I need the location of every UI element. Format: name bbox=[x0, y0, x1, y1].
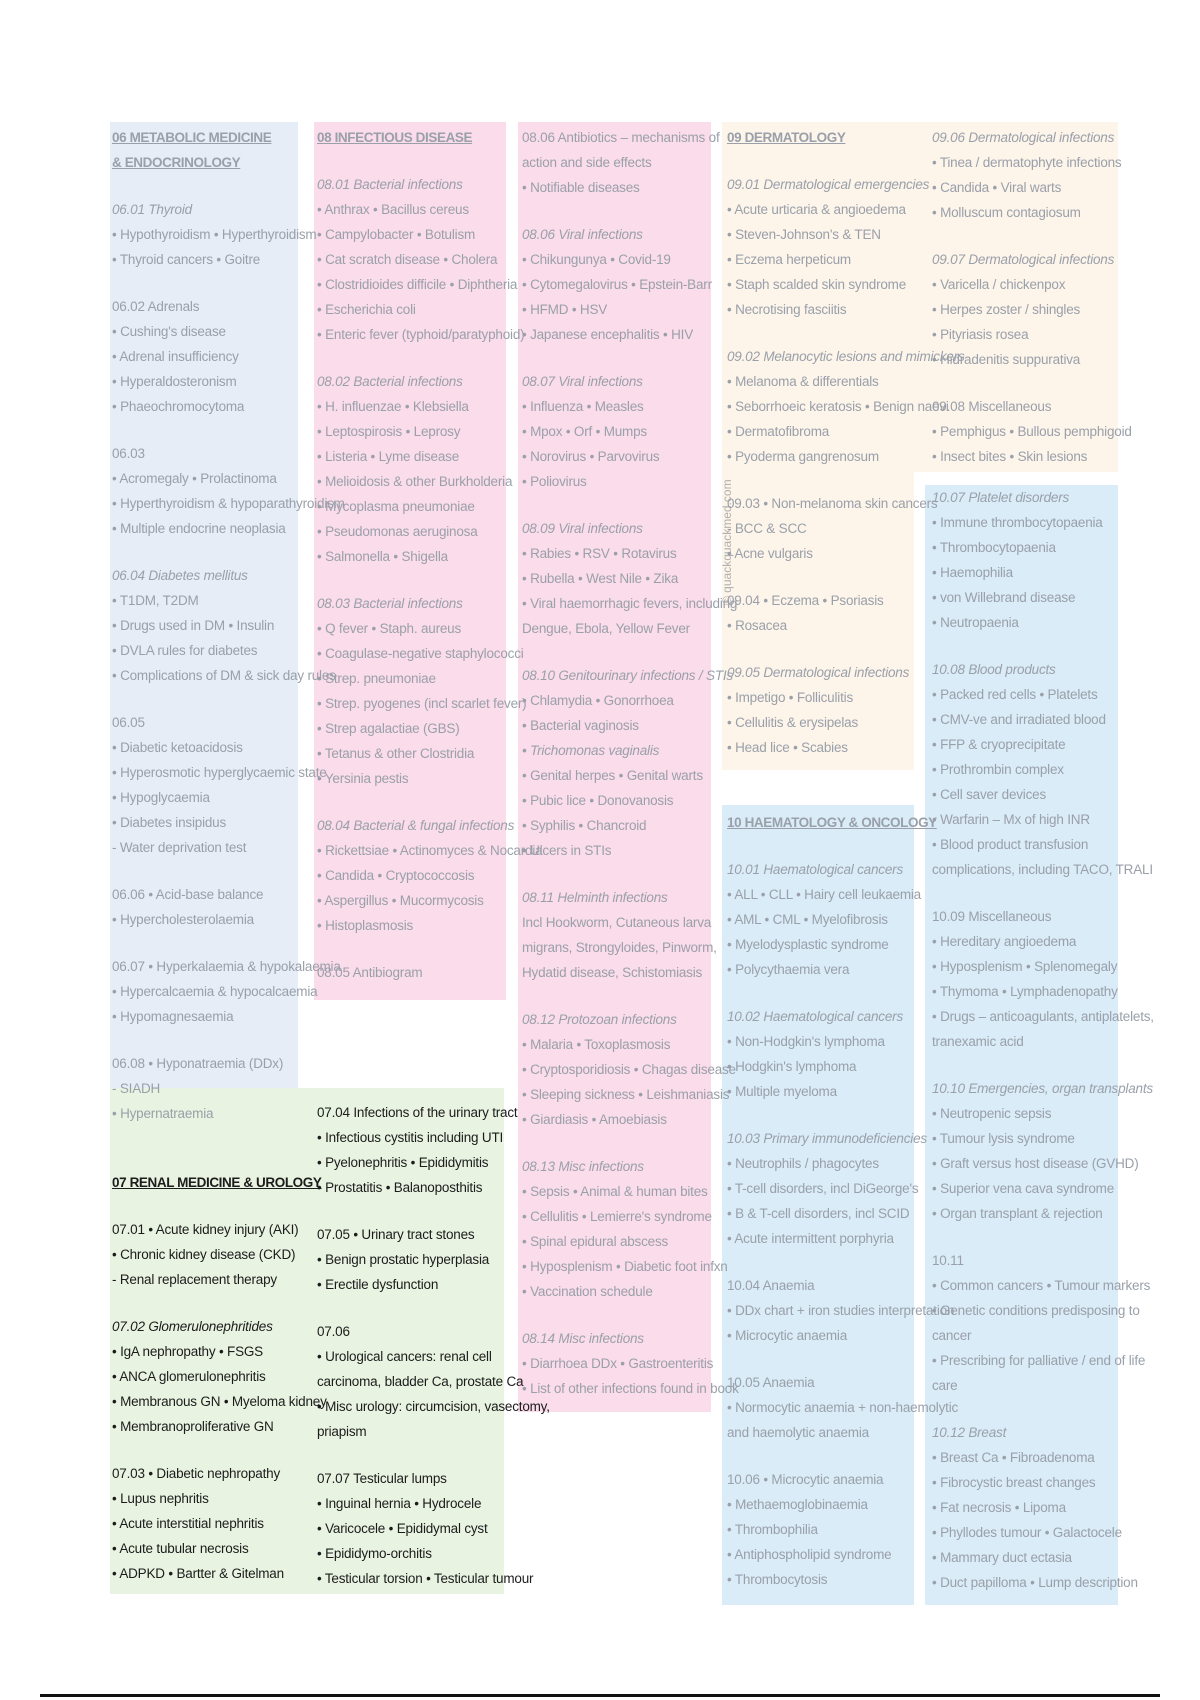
subsection-heading: 10.08 Blood products bbox=[932, 662, 1056, 677]
list-item: • Ulcers in STIs bbox=[522, 843, 612, 858]
haematology-column-2 bbox=[932, 485, 1154, 1595]
list-item: • Multiple endocrine neoplasia bbox=[112, 521, 286, 536]
list-item: • Mpox • Orf • Mumps bbox=[522, 424, 647, 439]
haematology-column bbox=[727, 810, 958, 1592]
list-item: • Escherichia coli bbox=[317, 302, 416, 317]
subsection-heading: 10.02 Haematological cancers bbox=[727, 1009, 904, 1024]
list-item: • Necrotising fasciitis bbox=[727, 302, 847, 317]
list-item: • Superior vena cava syndrome bbox=[932, 1181, 1115, 1196]
list-item: • Complications of DM & sick day rules bbox=[112, 668, 336, 683]
list-item: • Histoplasmosis bbox=[317, 918, 414, 933]
list-item: • Multiple myeloma bbox=[727, 1084, 837, 1099]
list-item: • Candida • Cryptococcosis bbox=[317, 868, 475, 883]
subsection-heading: 09.03 • Non-melanoma skin cancers bbox=[727, 496, 938, 511]
list-item: • T-cell disorders, incl DiGeorge's bbox=[727, 1181, 919, 1196]
subsection-heading: 10.06 • Microcytic anaemia bbox=[727, 1472, 884, 1487]
list-item: 07.01 • Acute kidney injury (AKI) bbox=[112, 1222, 299, 1237]
section-title-dermatology: 09 DERMATOLOGY bbox=[727, 130, 846, 145]
list-item: and haemolytic anaemia bbox=[727, 1425, 869, 1440]
list-item: • Diarrhoea DDx • Gastroenteritis bbox=[522, 1356, 714, 1371]
list-item: • Lupus nephritis bbox=[112, 1491, 209, 1506]
subsection-heading: 06.07 • Hyperkalaemia & hypokalaemia bbox=[112, 959, 341, 974]
list-item: • Chronic kidney disease (CKD) bbox=[112, 1247, 296, 1262]
list-item: • Candida • Viral warts bbox=[932, 180, 1062, 195]
subsection-heading: 10.07 Platelet disorders bbox=[932, 490, 1070, 505]
dermatology-column-2 bbox=[932, 125, 1132, 469]
renal-column-2 bbox=[317, 1100, 550, 1591]
list-item: • Coagulase-negative staphylococci bbox=[317, 646, 524, 661]
list-item: • Pemphigus • Bullous pemphigoid bbox=[932, 424, 1132, 439]
list-item: • Leptospirosis • Leprosy bbox=[317, 424, 461, 439]
list-item: • Thymoma • Lymphadenopathy bbox=[932, 984, 1118, 999]
renal-column bbox=[112, 1170, 327, 1586]
subsection-heading: 08.09 Viral infections bbox=[522, 521, 643, 536]
subsection-heading: 08.01 Bacterial infections bbox=[317, 177, 463, 192]
subsection-heading: 06.08 • Hyponatraemia (DDx) bbox=[112, 1056, 284, 1071]
section-title-metabolic-2: & ENDOCRINOLOGY bbox=[112, 155, 241, 170]
list-item: • Hyposplenism • Splenomegaly bbox=[932, 959, 1118, 974]
list-item: • Pyoderma gangrenosum bbox=[727, 449, 879, 464]
list-item: • Bacterial vaginosis bbox=[522, 718, 639, 733]
list-item: • Insect bites • Skin lesions bbox=[932, 449, 1088, 464]
list-item: • Influenza • Measles bbox=[522, 399, 644, 414]
list-item: • Hypercholesterolaemia bbox=[112, 912, 254, 927]
list-item: - BCC & SCC bbox=[727, 521, 807, 536]
list-item: Dengue, Ebola, Yellow Fever bbox=[522, 621, 690, 636]
list-item: • AML • CML • Myelofibrosis bbox=[727, 912, 888, 927]
list-item: • Malaria • Toxoplasmosis bbox=[522, 1037, 671, 1052]
list-item: care bbox=[932, 1378, 958, 1393]
list-item: complications, including TACO, TRALI bbox=[932, 862, 1153, 877]
list-item: • Hidradenitis suppurativa bbox=[932, 352, 1081, 367]
list-item: • Acute interstitial nephritis bbox=[112, 1516, 264, 1531]
list-item: - Renal replacement therapy bbox=[112, 1272, 277, 1287]
list-item: • Hodgkin's lymphoma bbox=[727, 1059, 857, 1074]
subsection-heading: 06.05 bbox=[112, 715, 145, 730]
list-item: • Membranoproliferative GN bbox=[112, 1419, 274, 1434]
list-item: • Normocytic anaemia + non-haemolytic bbox=[727, 1400, 959, 1415]
list-item: • Packed red cells • Platelets bbox=[932, 687, 1098, 702]
list-item: • Diabetic ketoacidosis bbox=[112, 740, 243, 755]
list-item: • Hypercalcaemia & hypocalcaemia bbox=[112, 984, 318, 999]
subsection-heading: 06.06 • Acid-base balance bbox=[112, 887, 264, 902]
dermatology-column bbox=[727, 125, 965, 760]
list-item: • Melanoma & differentials bbox=[727, 374, 879, 389]
section-title-metabolic: 06 METABOLIC MEDICINE bbox=[112, 130, 272, 145]
list-item: • FFP & cryoprecipitate bbox=[932, 737, 1066, 752]
list-item: • Acute urticaria & angioedema bbox=[727, 202, 906, 217]
list-item: • Hyperthyroidism & hypoparathyroidism bbox=[112, 496, 345, 511]
subsection-heading: 09.06 Dermatological infections bbox=[932, 130, 1115, 145]
list-item: • Sleeping sickness • Leishmaniasis bbox=[522, 1087, 730, 1102]
list-item: • Sepsis • Animal & human bites bbox=[522, 1184, 708, 1199]
list-item: • Vaccination schedule bbox=[522, 1284, 653, 1299]
list-item: • Pseudomonas aeruginosa bbox=[317, 524, 478, 539]
metabolic-column bbox=[112, 125, 345, 1126]
bottom-rule bbox=[40, 1694, 1160, 1697]
section-title-infectious: 08 INFECTIOUS DISEASE bbox=[317, 130, 473, 145]
list-item: • Testicular torsion • Testicular tumour bbox=[317, 1571, 534, 1586]
subsection-heading: 10.03 Primary immunodeficiencies bbox=[727, 1131, 927, 1146]
subsection-heading: 08.07 Viral infections bbox=[522, 374, 643, 389]
list-item: • Melioidosis & other Burkholderia bbox=[317, 474, 513, 489]
list-item: • Inguinal hernia • Hydrocele bbox=[317, 1496, 482, 1511]
list-item: Incl Hookworm, Cutaneous larva bbox=[522, 915, 712, 930]
subsection-heading: 06.04 Diabetes mellitus bbox=[112, 568, 248, 583]
subsection-heading: 10.11 bbox=[932, 1253, 964, 1268]
list-item: • Staph scalded skin syndrome bbox=[727, 277, 907, 292]
list-item: • ANCA glomerulonephritis bbox=[112, 1369, 266, 1384]
list-item: • Hereditary angioedema bbox=[932, 934, 1077, 949]
subsection-heading: 06.03 bbox=[112, 446, 145, 461]
list-item: • Polycythaemia vera bbox=[727, 962, 850, 977]
list-item: • Trichomonas vaginalis bbox=[522, 743, 660, 758]
list-item: • Varicocele • Epididymal cyst bbox=[317, 1521, 488, 1536]
list-item: • Phyllodes tumour • Galactocele bbox=[932, 1525, 1122, 1540]
list-item: • Epididymo-orchitis bbox=[317, 1546, 432, 1561]
list-item: • Thyroid cancers • Goitre bbox=[112, 252, 261, 267]
list-item: • Acute intermittent porphyria bbox=[727, 1231, 894, 1246]
subsection-heading: 08.03 Bacterial infections bbox=[317, 596, 463, 611]
list-item: • Herpes zoster / shingles bbox=[932, 302, 1081, 317]
list-item: • Acromegaly • Prolactinoma bbox=[112, 471, 277, 486]
list-item: • Breast Ca • Fibroadenoma bbox=[932, 1450, 1095, 1465]
list-item: • Drugs – anticoagulants, antiplatelets, bbox=[932, 1009, 1154, 1024]
list-item: priapism bbox=[317, 1424, 367, 1439]
list-item: • Strep. pyogenes (incl scarlet fever) bbox=[317, 696, 527, 711]
infectious-column-2 bbox=[522, 125, 739, 1401]
list-item: • Fibrocystic breast changes bbox=[932, 1475, 1096, 1490]
list-item: • Cytomegalovirus • Epstein-Barr bbox=[522, 277, 712, 292]
list-item: - SIADH bbox=[112, 1081, 161, 1096]
list-item: • Clostridioides difficile • Diphtheria bbox=[317, 277, 518, 292]
list-item: • Immune thrombocytopaenia bbox=[932, 515, 1103, 530]
subsection-heading: 06.01 Thyroid bbox=[112, 202, 192, 217]
list-item: • H. influenzae • Klebsiella bbox=[317, 399, 469, 414]
list-item: • Thrombocytosis bbox=[727, 1572, 828, 1587]
list-item: • Acne vulgaris bbox=[727, 546, 813, 561]
list-item: • Neutropaenia bbox=[932, 615, 1019, 630]
list-item: • Impetigo • Folliculitis bbox=[727, 690, 853, 705]
subsection-heading: 09.07 Dermatological infections bbox=[932, 252, 1115, 267]
list-item: • Mycoplasma pneumoniae bbox=[317, 499, 475, 514]
list-item: • DDx chart + iron studies interpretation bbox=[727, 1303, 955, 1318]
subsection-heading: 08.06 Viral infections bbox=[522, 227, 643, 242]
list-item: • Common cancers • Tumour markers bbox=[932, 1278, 1151, 1293]
list-item: tranexamic acid bbox=[932, 1034, 1024, 1049]
list-item: • Fat necrosis • Lipoma bbox=[932, 1500, 1066, 1515]
subsection-heading: 07.04 Infections of the urinary tract bbox=[317, 1105, 518, 1120]
list-item: • Varicella / chickenpox bbox=[932, 277, 1066, 292]
list-item: • Enteric fever (typhoid/paratyphoid) bbox=[317, 327, 525, 342]
list-item: • Pyelonephritis • Epididymitis bbox=[317, 1155, 489, 1170]
list-item: • B & T-cell disorders, incl SCID bbox=[727, 1206, 910, 1221]
list-item: • Campylobacter • Botulism bbox=[317, 227, 476, 242]
list-item: • Rickettsiae • Actinomyces & Nocardia bbox=[317, 843, 543, 858]
subsection-heading: 07.06 bbox=[317, 1324, 350, 1339]
list-item: • HFMD • HSV bbox=[522, 302, 608, 317]
list-item: • Non-Hodgkin's lymphoma bbox=[727, 1034, 885, 1049]
list-item: • Cushing's disease bbox=[112, 324, 226, 339]
subsection-heading: 10.12 Breast bbox=[932, 1425, 1007, 1440]
list-item: • Prothrombin complex bbox=[932, 762, 1064, 777]
subsection-heading: 08.11 Helminth infections bbox=[522, 890, 668, 905]
list-item: • Thrombocytopaenia bbox=[932, 540, 1056, 555]
list-item: • Prostatitis • Balanoposthitis bbox=[317, 1180, 483, 1195]
list-item: • IgA nephropathy • FSGS bbox=[112, 1344, 263, 1359]
subsection-heading: 09.04 • Eczema • Psoriasis bbox=[727, 593, 884, 608]
list-item: • Japanese encephalitis • HIV bbox=[522, 327, 694, 342]
list-item: • Antiphospholipid syndrome bbox=[727, 1547, 892, 1562]
list-item: • Tinea / dermatophyte infections bbox=[932, 155, 1122, 170]
subsection-heading: 08.13 Misc infections bbox=[522, 1159, 644, 1174]
list-item: • Infectious cystitis including UTI bbox=[317, 1130, 504, 1145]
subsection-heading: 08.05 Antibiogram bbox=[317, 965, 423, 980]
list-item: • Hypernatraemia bbox=[112, 1106, 214, 1121]
list-item: • T1DM, T2DM bbox=[112, 593, 199, 608]
list-item: • CMV-ve and irradiated blood bbox=[932, 712, 1106, 727]
subsection-heading: 10.01 Haematological cancers bbox=[727, 862, 904, 877]
list-item: • Blood product transfusion bbox=[932, 837, 1089, 852]
subsection-heading: 08.14 Misc infections bbox=[522, 1331, 644, 1346]
list-item: migrans, Strongyloides, Pinworm, bbox=[522, 940, 717, 955]
subsection-heading: 08.10 Genitourinary infections / STIs bbox=[522, 668, 733, 683]
list-item: • Genital herpes • Genital warts bbox=[522, 768, 703, 783]
list-item: • Rubella • West Nile • Zika bbox=[522, 571, 679, 586]
list-item: • von Willebrand disease bbox=[932, 590, 1076, 605]
list-item: • Head lice • Scabies bbox=[727, 740, 848, 755]
list-item: • Giardiasis • Amoebiasis bbox=[522, 1112, 667, 1127]
list-item: • Molluscum contagiosum bbox=[932, 205, 1081, 220]
subsection-heading: 07.05 • Urinary tract stones bbox=[317, 1227, 475, 1242]
list-item: • Viral haemorrhagic fevers, including bbox=[522, 596, 738, 611]
subsection-heading: 07.07 Testicular lumps bbox=[317, 1471, 447, 1486]
list-item: • Phaeochromocytoma bbox=[112, 399, 245, 414]
subsection-heading: 10.04 Anaemia bbox=[727, 1278, 815, 1293]
list-item: • Cryptosporidiosis • Chagas disease bbox=[522, 1062, 736, 1077]
list-item: • DVLA rules for diabetes bbox=[112, 643, 258, 658]
list-item: • Pubic lice • Donovanosis bbox=[522, 793, 674, 808]
list-item: • Hyposplenism • Diabetic foot infxn bbox=[522, 1259, 728, 1274]
list-item: • Steven-Johnson's & TEN bbox=[727, 227, 881, 242]
list-item: • Eczema herpeticum bbox=[727, 252, 851, 267]
list-item: • ALL • CLL • Hairy cell leukaemia bbox=[727, 887, 921, 902]
list-item: • Cellulitis • Lemierre's syndrome bbox=[522, 1209, 712, 1224]
list-item: • Adrenal insufficiency bbox=[112, 349, 239, 364]
subsection-heading: 09.08 Miscellaneous bbox=[932, 399, 1052, 414]
list-item: • Duct papilloma • Lump description bbox=[932, 1575, 1138, 1590]
list-item: • List of other infections found in book bbox=[522, 1381, 739, 1396]
list-item: • Spinal epidural abscess bbox=[522, 1234, 669, 1249]
list-item: • Microcytic anaemia bbox=[727, 1328, 848, 1343]
list-item: • Cat scratch disease • Cholera bbox=[317, 252, 498, 267]
list-item: • Syphilis • Chancroid bbox=[522, 818, 647, 833]
list-item: • Salmonella • Shigella bbox=[317, 549, 448, 564]
subsection-heading: 08.06 Antibiotics – mechanisms of bbox=[522, 130, 720, 145]
infectious-column bbox=[317, 125, 542, 985]
list-item: cancer bbox=[932, 1328, 972, 1343]
list-item: • Strep agalactiae (GBS) bbox=[317, 721, 460, 736]
list-item: • Hyperaldosteronism bbox=[112, 374, 237, 389]
list-item: • Hypoglycaemia bbox=[112, 790, 210, 805]
section-title-renal: 07 RENAL MEDICINE & UROLOGY bbox=[112, 1175, 322, 1190]
list-item: • Poliovirus bbox=[522, 474, 587, 489]
watermark: © quackquackmed.com bbox=[720, 479, 734, 605]
list-item: • Rosacea bbox=[727, 618, 787, 633]
subsection-heading: 09.02 Melanocytic lesions and mimickers bbox=[727, 349, 965, 364]
list-item: • Mammary duct ectasia bbox=[932, 1550, 1072, 1565]
subsection-heading: 10.09 Miscellaneous bbox=[932, 909, 1052, 924]
subsection-heading: 08.02 Bacterial infections bbox=[317, 374, 463, 389]
list-item: • Misc urology: circumcision, vasectomy, bbox=[317, 1399, 550, 1414]
list-item: • Thrombophilia bbox=[727, 1522, 818, 1537]
subsection-heading: 09.01 Dermatological emergencies bbox=[727, 177, 930, 192]
list-item: action and side effects bbox=[522, 155, 652, 170]
list-item: • Hypothyroidism • Hyperthyroidism bbox=[112, 227, 317, 242]
list-item: • ADPKD • Bartter & Gitelman bbox=[112, 1566, 284, 1581]
list-item: • Yersinia pestis bbox=[317, 771, 409, 786]
list-item: - Water deprivation test bbox=[112, 840, 247, 855]
subsection-heading: 07.02 Glomerulonephritides bbox=[112, 1319, 273, 1334]
list-item: • Q fever • Staph. aureus bbox=[317, 621, 462, 636]
list-item: • Notifiable diseases bbox=[522, 180, 640, 195]
list-item: • Warfarin – Mx of high INR bbox=[932, 812, 1090, 827]
list-item: • Urological cancers: renal cell bbox=[317, 1349, 492, 1364]
list-item: • Organ transplant & rejection bbox=[932, 1206, 1103, 1221]
list-item: • Chikungunya • Covid-19 bbox=[522, 252, 671, 267]
list-item: • Aspergillus • Mucormycosis bbox=[317, 893, 484, 908]
list-item: • Prescribing for palliative / end of life bbox=[932, 1353, 1146, 1368]
list-item: • Tetanus & other Clostridia bbox=[317, 746, 475, 761]
subsection-heading: 08.04 Bacterial & fungal infections bbox=[317, 818, 515, 833]
list-item: • Graft versus host disease (GVHD) bbox=[932, 1156, 1139, 1171]
list-item: • Tumour lysis syndrome bbox=[932, 1131, 1075, 1146]
list-item: • Methaemoglobinaemia bbox=[727, 1497, 868, 1512]
section-title-haematology: 10 HAEMATOLOGY & ONCOLOGY bbox=[727, 815, 937, 830]
list-item: • Genetic conditions predisposing to bbox=[932, 1303, 1140, 1318]
list-item: • Benign prostatic hyperplasia bbox=[317, 1252, 490, 1267]
list-item: • Cellulitis & erysipelas bbox=[727, 715, 859, 730]
list-item: • Myelodysplastic syndrome bbox=[727, 937, 889, 952]
subsection-heading: 07.03 • Diabetic nephropathy bbox=[112, 1466, 280, 1481]
list-item: Hydatid disease, Schistomiasis bbox=[522, 965, 703, 980]
list-item: • Hypomagnesaemia bbox=[112, 1009, 234, 1024]
list-item: • Drugs used in DM • Insulin bbox=[112, 618, 275, 633]
list-item: • Strep. pneumoniae bbox=[317, 671, 436, 686]
list-item: • Seborrhoeic keratosis • Benign naevi bbox=[727, 399, 949, 414]
subsection-heading: 08.12 Protozoan infections bbox=[522, 1012, 677, 1027]
list-item: • Cell saver devices bbox=[932, 787, 1047, 802]
list-item: • Membranous GN • Myeloma kidney bbox=[112, 1394, 327, 1409]
list-item: • Diabetes insipidus bbox=[112, 815, 227, 830]
list-item: • Listeria • Lyme disease bbox=[317, 449, 460, 464]
subsection-heading: 10.05 Anaemia bbox=[727, 1375, 815, 1390]
list-item: • Chlamydia • Gonorrhoea bbox=[522, 693, 674, 708]
list-item: carcinoma, bladder Ca, prostate Ca bbox=[317, 1374, 524, 1389]
list-item: • Dermatofibroma bbox=[727, 424, 830, 439]
subsection-heading: 10.10 Emergencies, organ transplants bbox=[932, 1081, 1153, 1096]
subsection-heading: 06.02 Adrenals bbox=[112, 299, 200, 314]
list-item: • Haemophilia bbox=[932, 565, 1013, 580]
subsection-heading: 09.05 Dermatological infections bbox=[727, 665, 910, 680]
list-item: • Erectile dysfunction bbox=[317, 1277, 439, 1292]
list-item: • Norovirus • Parvovirus bbox=[522, 449, 660, 464]
list-item: • Hyperosmotic hyperglycaemic state bbox=[112, 765, 327, 780]
list-item: • Neutropenic sepsis bbox=[932, 1106, 1052, 1121]
list-item: • Pityriasis rosea bbox=[932, 327, 1029, 342]
list-item: • Anthrax • Bacillus cereus bbox=[317, 202, 469, 217]
list-item: • Neutrophils / phagocytes bbox=[727, 1156, 879, 1171]
list-item: • Acute tubular necrosis bbox=[112, 1541, 249, 1556]
list-item: • Rabies • RSV • Rotavirus bbox=[522, 546, 677, 561]
